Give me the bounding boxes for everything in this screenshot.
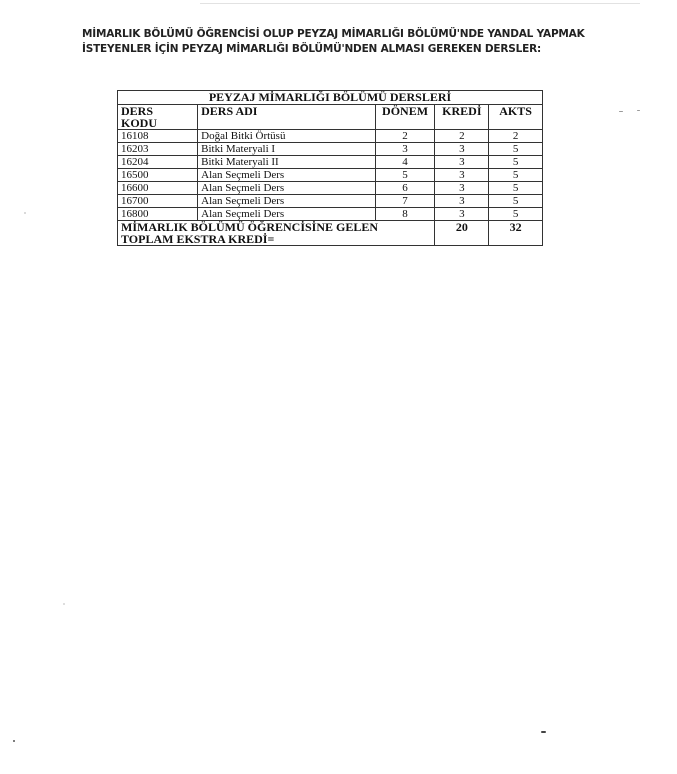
header-akts: AKTS (489, 105, 543, 130)
cell-akts: 5 (489, 208, 543, 221)
cell-akts: 5 (489, 182, 543, 195)
cell-kredi: 2 (435, 130, 489, 143)
cell-donem: 2 (375, 130, 435, 143)
cell-code: 16203 (118, 143, 198, 156)
scan-speck (24, 212, 26, 214)
table-header-row (118, 105, 543, 130)
scan-speck (541, 731, 546, 733)
cell-kredi: 3 (435, 156, 489, 169)
cell-code: 16500 (118, 169, 198, 182)
cell-code: 16600 (118, 182, 198, 195)
cell-name: Alan Seçmeli Ders (198, 169, 376, 182)
cell-name: Alan Seçmeli Ders (198, 195, 376, 208)
cell-donem: 3 (375, 143, 435, 156)
header-code-line-2: KODU (121, 116, 157, 130)
cell-donem: 4 (375, 156, 435, 169)
table-row (118, 182, 543, 195)
scan-speck (619, 111, 623, 112)
courses-table (117, 90, 543, 246)
total-kredi: 20 (435, 221, 489, 246)
cell-akts: 5 (489, 156, 543, 169)
table-row (118, 156, 543, 169)
cell-akts: 2 (489, 130, 543, 143)
cell-code: 16204 (118, 156, 198, 169)
scan-speck (13, 740, 15, 742)
table-row (118, 208, 543, 221)
cell-kredi: 3 (435, 195, 489, 208)
scan-speck (63, 603, 65, 605)
scan-edge-line (200, 3, 640, 4)
total-akts: 32 (489, 221, 543, 246)
cell-akts: 5 (489, 143, 543, 156)
table-total-row (118, 221, 543, 246)
total-label (118, 221, 435, 246)
cell-kredi: 3 (435, 143, 489, 156)
header-code-line-1: DERS (121, 104, 154, 118)
cell-donem: 8 (375, 208, 435, 221)
cell-code: 16800 (118, 208, 198, 221)
header-kredi: KREDİ (435, 105, 489, 130)
scan-speck (637, 110, 640, 111)
header-ders-kodu (118, 105, 198, 130)
table-row (118, 195, 543, 208)
table-row (118, 143, 543, 156)
cell-name: Bitki Materyali II (198, 156, 376, 169)
cell-name: Alan Seçmeli Ders (198, 208, 376, 221)
cell-name: Alan Seçmeli Ders (198, 182, 376, 195)
cell-name: Doğal Bitki Örtüsü (198, 130, 376, 143)
table-title: PEYZAJ MİMARLIĞI BÖLÜMÜ DERSLERİ (118, 91, 543, 105)
cell-kredi: 3 (435, 208, 489, 221)
cell-donem: 7 (375, 195, 435, 208)
cell-akts: 5 (489, 169, 543, 182)
document-heading (82, 27, 585, 57)
total-label-line-1: MİMARLIK BÖLÜMÜ ÖĞRENCİSİNE GELEN (121, 220, 379, 234)
cell-code: 16108 (118, 130, 198, 143)
cell-donem: 5 (375, 169, 435, 182)
header-donem: DÖNEM (375, 105, 435, 130)
heading-line-1: MİMARLIK BÖLÜMÜ ÖĞRENCİSİ OLUP PEYZAJ MİMARLIĞI BÖLÜMÜ'NDE YANDAL YAPMAK (82, 28, 585, 40)
total-label-line-2: TOPLAM EKSTRA KREDİ= (121, 232, 275, 246)
table-row (118, 130, 543, 143)
cell-name: Bitki Materyali I (198, 143, 376, 156)
cell-akts: 5 (489, 195, 543, 208)
cell-kredi: 3 (435, 182, 489, 195)
heading-line-2: İSTEYENLER İÇİN PEYZAJ MİMARLIĞI BÖLÜMÜ'NDEN ALMASI GEREKEN DERSLER: (82, 43, 541, 55)
cell-kredi: 3 (435, 169, 489, 182)
table-title-row (118, 91, 543, 105)
cell-code: 16700 (118, 195, 198, 208)
cell-donem: 6 (375, 182, 435, 195)
header-ders-adi: DERS ADI (198, 105, 376, 130)
table-row (118, 169, 543, 182)
